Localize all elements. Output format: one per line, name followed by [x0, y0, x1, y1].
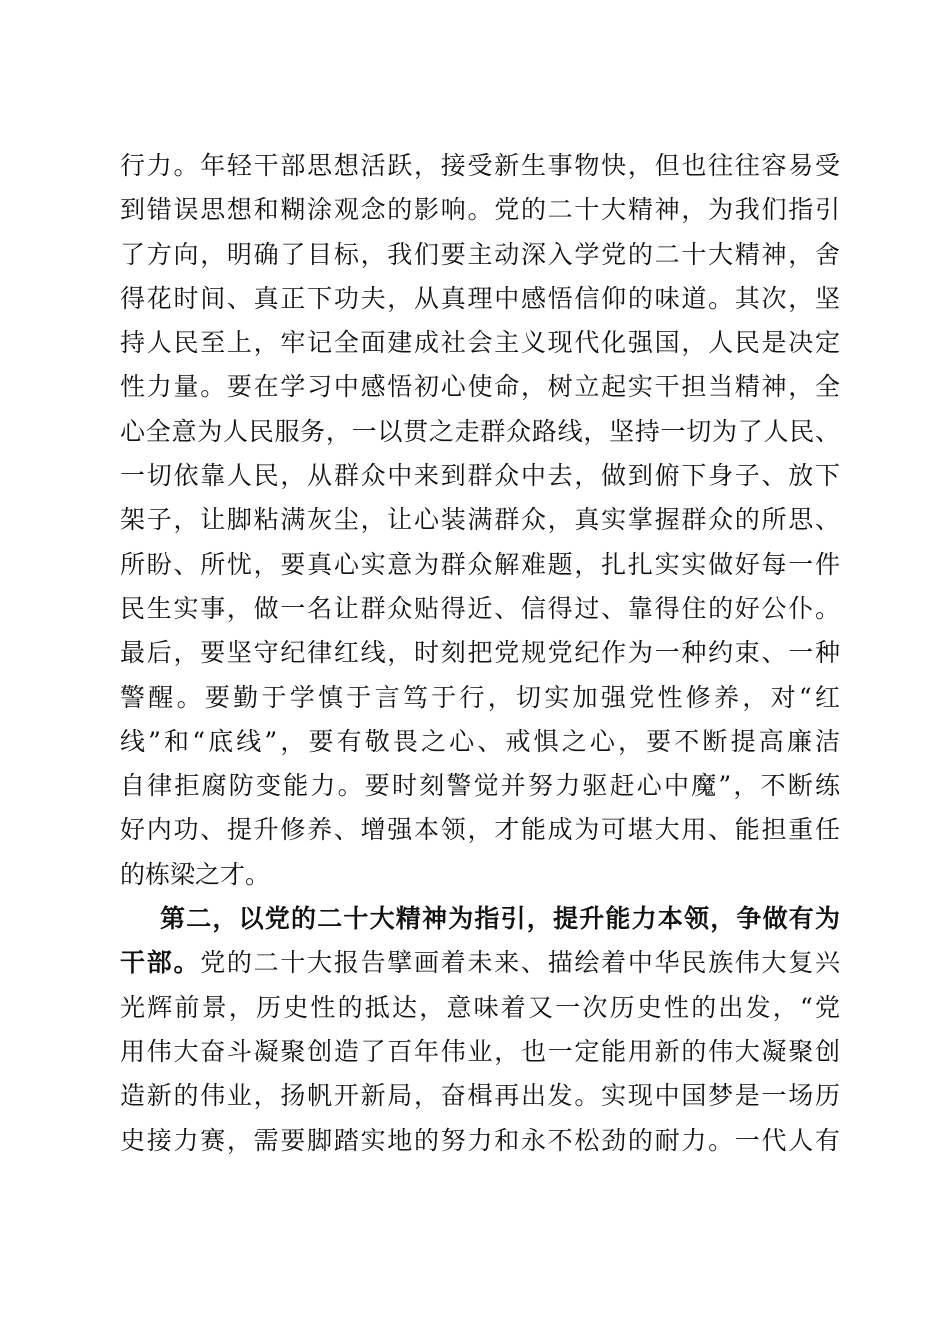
text-line: 一切依靠人民，从群众中来到群众中去，做到俯下身子、放下	[120, 461, 840, 491]
text-line: 史接力赛，需要脚踏实地的努力和永不松劲的耐力。一代人有	[120, 1125, 840, 1155]
text-line: 用伟大奋斗凝聚创造了百年伟业，也一定能用新的伟大凝聚创	[120, 1036, 840, 1066]
text-line: 所盼、所忧，要真心实意为群众解难题，扎扎实实做好每一件	[120, 549, 840, 579]
text-line: 心全意为人民服务，一以贯之走群众路线，坚持一切为了人民、	[120, 416, 840, 446]
paragraph-2	[120, 897, 840, 1163]
text-line: 自律拒腐防变能力。要时刻警觉并努力驱赶心中魔”，不断练	[120, 771, 840, 801]
text-line: 最后，要坚守纪律红线，时刻把党规党纪作为一种约束、一种	[120, 638, 840, 668]
text-line: 光辉前景，历史性的抵达，意味着又一次历史性的出发，“党	[120, 992, 840, 1022]
text-line: 持人民至上，牢记全面建成社会主义现代化强国，人民是决定	[120, 328, 840, 358]
paragraph-1	[120, 144, 840, 897]
section-heading-end: 干部。	[120, 948, 201, 978]
text-line: 行力。年轻干部思想活跃，接受新生事物快，但也往往容易受	[120, 151, 840, 180]
text-line: 得花时间、真正下功夫，从真理中感悟信仰的味道。其次，坚	[120, 283, 840, 313]
text-line: 架子，让脚粘满灰尘，让心装满群众，真实掌握群众的所思、	[120, 505, 840, 535]
text-line: 性力量。要在学习中感悟初心使命，树立起实干担当精神，全	[120, 372, 840, 402]
text-line: 造新的伟业，扬帆开新局，奋楫再出发。实现中国梦是一场历	[120, 1081, 840, 1111]
text-line: 民生实事，做一名让群众贴得近、信得过、靠得住的好公仆。	[120, 593, 840, 623]
text-line-rest: 党的二十大报告擘画着未来、描绘着中华民族伟大复兴	[200, 948, 840, 978]
text-line: 的栋梁之才。	[120, 859, 271, 889]
section-heading: 第二，以党的二十大精神为指引，提升能力本领，争做有为	[160, 904, 840, 934]
text-line: 到错误思想和糊涂观念的影响。党的二十大精神，为我们指引	[120, 195, 840, 225]
text-line: 好内功、提升修养、增强本领，才能成为可堪大用、能担重任	[120, 815, 840, 845]
body-text	[120, 144, 840, 1163]
text-line: 了方向，明确了目标，我们要主动深入学党的二十大精神，舍	[120, 239, 840, 269]
text-line: 线”和“底线”，要有敬畏之心、戒惧之心，要不断提高廉洁	[120, 726, 840, 756]
text-line: 警醒。要勤于学慎于言笃于行，切实加强党性修养，对“红	[120, 682, 840, 712]
text-line	[120, 941, 840, 985]
